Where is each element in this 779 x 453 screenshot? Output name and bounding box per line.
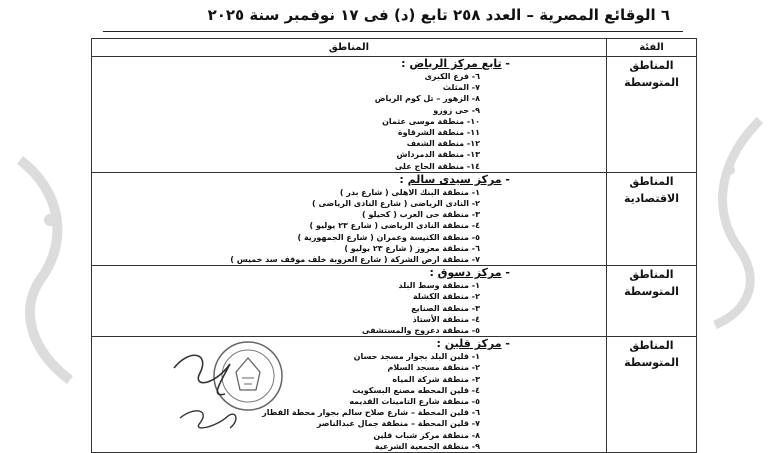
- table-row: [92, 57, 697, 173]
- area-item: ١- قلين البلد بجوار مسجد حسان: [353, 352, 480, 362]
- area-list: [92, 187, 606, 265]
- area-item: ٥- منطقة الكنيسة وعمران ( شارع الجمهورية ): [297, 232, 480, 242]
- area-item: ٢- منطقة مسجد السلام: [387, 363, 480, 373]
- area-item: ٦- منطقة معزوز ( شارع ٢٣ يوليو ): [344, 243, 480, 253]
- district-title: - مركز قلين :: [436, 337, 510, 351]
- header-divider: [103, 31, 683, 32]
- area-item: ٥- منطقة شارع التامينات القديمه: [349, 397, 480, 407]
- areas-cell: [92, 266, 607, 337]
- official-seal-icon: [170, 328, 310, 436]
- area-item: ٤- قلين المحطه مصنع البسكويت: [352, 385, 480, 395]
- column-header-areas: المناطق: [92, 39, 607, 57]
- category-cell: المناطق المتوسطة: [607, 266, 697, 337]
- area-item: ١- منطقة وسط البلد: [398, 281, 480, 291]
- area-item: ١١- منطقة الشرقاوة: [397, 128, 480, 138]
- district-title: - مركز دسوق :: [429, 266, 510, 280]
- area-item: ٢- النادى الرياضى ( شارع النادى الرياضى ): [312, 199, 480, 209]
- area-item: ٧- منطقة ارض الشركة ( شارع العروبة خلف موقف سد خميس ): [230, 255, 480, 265]
- area-item: ١٣- منطقة الدمرداش: [396, 150, 480, 160]
- area-item: ١٢- منطقة الشغف: [406, 139, 480, 149]
- area-item: ٧- المثلث: [442, 83, 480, 93]
- category-cell: المناطق الاقتصادية: [607, 172, 697, 265]
- areas-cell: [92, 172, 607, 265]
- area-item: ٢- منطقة الكشلة: [412, 292, 480, 302]
- area-list: [92, 71, 606, 172]
- areas-cell: [92, 57, 607, 173]
- watermark-right-icon: [700, 110, 779, 330]
- area-item: ٤- منطقة الأستاذ: [412, 314, 480, 324]
- area-item: ٩- منطقة الجمعية الشرعية: [374, 441, 480, 451]
- area-item: ٨- منطقة مركز شباب قلين: [373, 430, 480, 440]
- area-item: ٤- منطقة النادى الرياضى ( شارع ٢٣ يوليو ): [309, 221, 480, 231]
- column-header-category: الفئة: [607, 39, 697, 57]
- areas-cell: [92, 337, 607, 453]
- district-title: - مركز سيدى سالم :: [399, 172, 510, 186]
- area-item: ٧- قلين المحطة – منطقة جمال عبدالناصر: [316, 419, 480, 429]
- table-row: [92, 172, 697, 265]
- area-item: ٥- منطقة دعروج والمستشفى: [362, 326, 480, 336]
- table-row: [92, 266, 697, 337]
- area-item: ٦- قلين المحطة – شارع صلاح سالم بجوار محطة القطار: [262, 408, 480, 418]
- table-header-row: [92, 39, 697, 57]
- area-item: ١٠- منطقة موسى عثمان: [382, 116, 480, 126]
- area-item: ٨- الزهور – تل كوم الرياض: [374, 94, 480, 104]
- watermark-left-icon: [0, 150, 90, 390]
- area-item: ٣- منطقة الصنايع: [411, 303, 480, 313]
- area-item: ١٤- منطقة الحاج على: [394, 161, 480, 171]
- category-cell: المناطق المتوسطة: [607, 57, 697, 173]
- district-title: - تابع مركز الرياض :: [401, 57, 510, 70]
- page-header: ٦ الوقائع المصرية – العدد ٢٥٨ تابع (د) فى ١٧ نوفمبر سنة ٢٠٢٥: [207, 6, 670, 24]
- area-item: ٦- فرع الكبرى: [424, 72, 480, 81]
- area-item: ٩- حى زوزو: [433, 105, 480, 115]
- area-item: ٣- منطقة شركة المياه: [392, 374, 480, 384]
- category-cell: المناطق المتوسطة: [607, 337, 697, 453]
- area-item: ١- منطقة البنك الاهلى ( شارع بدر ): [339, 187, 480, 197]
- area-item: ٣- منطقة حى العرب ( كحيلو ): [362, 210, 480, 220]
